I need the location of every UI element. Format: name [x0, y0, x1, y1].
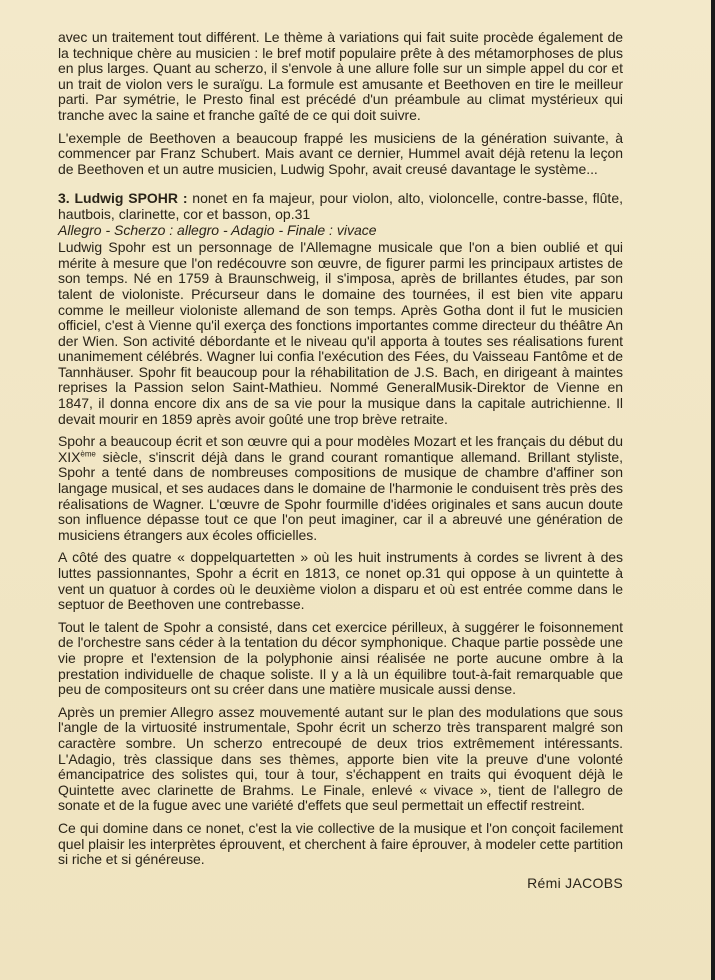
paragraph-biography: Ludwig Spohr est un personnage de l'Allemagne musicale que l'on a bien oublié et qui mérite à mesure que l'on redécouvre son œuvre, de figurer parmi les principaux artistes de son temps. Né en 1759 à Braunschweig, il s'imposa, après de brillantes études, par son talent de violoniste. Précurseur dans le domaine des tournées, il est bien vite apparu comme le meilleur violoniste allemand de son temps. Après Gotha dont il fut le musicien officiel, c'est à Vienne qu'il exerça des fonctions importantes comme directeur du théâtre An der Wien. Son activité débordante et le niveau qu'il apporta à toutes ses réalisations furent unanimement célébrés. Wagner lui confia l'exécution des Fées, du Vaisseau Fantôme et de Tannhäuser. Spohr fit beaucoup pour la réhabilitation de J.S. Bach, en dirigeant à maintes reprises la Passion selon Saint-Mathieu. Nommé GeneralMusik-Direktor de Vienne en 1847, il donna encore dix ans de sa vie pour la musique dans la capitale autrichienne. Il devait mourir en 1859 après avoir goûté une trop brève retraite.	[58, 239, 623, 427]
movements-list: Allegro - Scherzo : allegro - Adagio - Finale : vivace	[58, 221, 377, 238]
paragraph-variations: avec un traitement tout différent. Le thème à variations qui fait suite procède également de la technique chère au musicien : le bref motif populaire prête à des métamorphoses de plus en plus larges. Quant au scherzo, il s'envole à une allure folle sur un simple appel du cor et un trait de violon vers le suraïgu. La formule est amusante et Beethoven en tire le meilleur parti. Par symétrie, le Presto final est précédé d'un préambule au climat mystérieux qui tranche avec la saine et franche gaîté de ce qui doit suivre.	[58, 29, 623, 123]
paragraph-conclusion: Ce qui domine dans ce nonet, c'est la vie collective de la musique et l'on conçoit facilement quel plaisir les interprètes éprouvent, et cherchent à faire éprouver, à modeler cette partition si riche et si généreuse.	[58, 819, 623, 868]
paragraph-style	[58, 434, 623, 543]
section-work-title: nonet en fa majeur, pour violon, alto, violoncelle, contre-basse, flûte, hautbois, clarinette, cor et basson, op.31	[58, 190, 624, 222]
author-signature: Rémi JACOBS	[527, 874, 623, 891]
style-text-end: siècle, s'inscrit déjà dans le grand courant romantique allemand. Brillant styliste, Spohr a tenté dans de nombreuses compositions de musique de chambre d'affiner son langage musical, et ses audaces dans le domaine de l'harmonie le conduisent très près des réalisations de Wagner. L'œuvre de Spohr fourmille d'idées originales et sans aucun doute son influence dépasse tout ce que l'on peut imaginer, car il a abreuvé une génération de musiciens étrangers aux écoles officielles.	[58, 448, 623, 543]
section-heading	[58, 191, 623, 222]
section-number-composer: 3. Ludwig SPOHR :	[58, 190, 188, 207]
paragraph-beethoven-influence: L'exemple de Beethoven a beaucoup frappé les musiciens de la génération suivante, à commencer par Franz Schubert. Mais avant ce dernier, Hummel avait déjà retenu la leçon de Beethoven et un autre musicien, Ludwig Spohr, avait creusé davantage le système...	[58, 129, 623, 177]
paragraph-movements-analysis: Après un premier Allegro assez mouvementé autant sur le plan des modulations que sous l'angle de la virtuosité instrumentale, Spohr écrit un scherzo très transparent malgré son caractère sombre. Un scherzo entrecoupé de deux trios extrêmement intéressants. L'Adagio, très classique dans ses thèmes, apporte bien vite la preuve d'une volonté émancipatrice des solistes qui, tour à tour, s'échappent en traits qui évoquent déjà le Quintette avec clarinette de Brahms. Le Finale, enlevé « vivace », tient de l'allegro de sonate et de la fugue avec une variété d'effets que seul permettait un effectif restreint.	[58, 703, 623, 814]
century-superscript: ème	[80, 449, 96, 459]
scan-edge	[711, 0, 715, 980]
style-text-start: Spohr a beaucoup écrit et son œuvre qui a pour modèles Mozart et les français du début du XIX	[58, 433, 623, 465]
paragraph-talent: Tout le talent de Spohr a consisté, dans cet exercice périlleux, à suggérer le foisonnement de l'orchestre sans céder à la tentation du décor symphonique. Chaque partie possède une vie propre et l'extension de la polyphonie ainsi réalisée ne porte aucune ombre à la prestation individuelle de chaque soliste. Il y a là un équilibre tout-à-fait remarquable que peu de compositeurs ont su créer dans une matière musicale aussi dense.	[58, 618, 623, 698]
paragraph-nonet-origin: A côté des quatre « doppelquartetten » où les huit instruments à cordes se livrent à des luttes passionnantes, Spohr a écrit en 1813, ce nonet op.31 qui oppose à un quintette à vent un quatuor à cordes où le deuxième violon a disparu et où est entrée comme dans le septuor de Beethoven une contrebasse.	[58, 549, 623, 613]
